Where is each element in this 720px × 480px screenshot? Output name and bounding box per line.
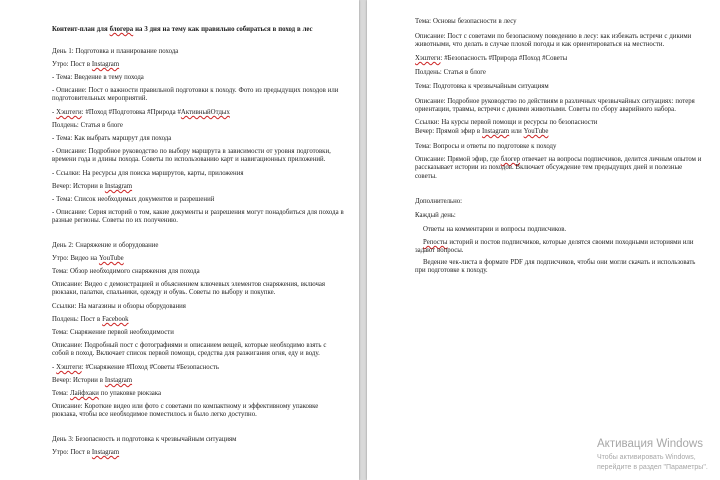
day1-evening: Вечер: Истории в Instagram bbox=[52, 183, 133, 190]
day3-afternoon: Полдень: Статья в блоге bbox=[415, 69, 486, 76]
day3-morning-description: Описание: Пост с советами по безопасному поведению в лесу: как избежать встречи с дикими животными, что делать в случае плохой погоды и как ориентироваться на местности. bbox=[415, 33, 692, 49]
day3-hashtags: Хэштеги: #Безопасность #Природа #Поход #Советы bbox=[415, 55, 568, 62]
day1-morning-description: - Описание: Пост о важности правильной подготовки к походу. Фото из предыдущих походов или подготовительных мероприятий. bbox=[52, 87, 339, 103]
watermark-title: Активация Windows bbox=[597, 438, 703, 450]
day1-heading: День 1: Подготовка и планирование похода bbox=[52, 48, 179, 55]
day2-evening-description: Описание: Короткие видео или фото с советами по компактному и эффективному упаковке рюкзака, чтобы все необходимое поместилось и было легко доступно. bbox=[52, 403, 319, 419]
document-title: Контент-план для блогера на 3 дня на тему как правильно собираться в поход в лес bbox=[52, 26, 313, 33]
document-page-left bbox=[0, 0, 359, 480]
day1-morning: Утро: Пост в Instagram bbox=[52, 61, 120, 68]
additional-item-1: Ответы на комментарии и вопросы подписчиков. bbox=[423, 226, 567, 233]
day1-hashtags: - Хэштеги: #Поход #Подготовка #Природа #АктивныйОтдых bbox=[52, 109, 230, 116]
additional-item-2: Репосты историй и постов подписчиков, которые делятся своими походными историями или задают вопросы. bbox=[415, 239, 694, 255]
day2-evening: Вечер: Истории в Instagram bbox=[52, 377, 133, 384]
day1-links: - Ссылки: На ресурсы для поиска маршрутов, карты, приложения bbox=[52, 170, 244, 177]
day3-morning-topic: Тема: Основы безопасности в лесу bbox=[415, 18, 517, 25]
day2-afternoon: Полдень: Пост в Facebook bbox=[52, 316, 129, 323]
day1-afternoon-topic: - Тема: Как выбрать маршрут для похода bbox=[52, 135, 172, 142]
day2-morning-description: Описание: Видео с демонстрацией и объяснением ключевых элементов снаряжения, включая рюкзаки, палатки, спальники, одежду и обувь. Советы по выбору и покупке. bbox=[52, 281, 326, 297]
additional-item-3: Ведение чек-листа в формате PDF для подписчиков, чтобы они могли скачать и использовать при подготовке к походу. bbox=[415, 259, 696, 275]
day3-evening-topic: Тема: Вопросы и ответы по подготовке к походу bbox=[415, 143, 557, 150]
day3-heading: День 3: Безопасность и подготовка к чрезвычайным ситуациям bbox=[52, 436, 237, 443]
day1-afternoon-description: - Описание: Подробное руководство по выбору маршрута в зависимости от уровня подготовки, времени года и длины похода. Советы по использованию карт и навигационных приложений. bbox=[52, 148, 331, 164]
day3-morning: Утро: Пост в Instagram bbox=[52, 449, 120, 456]
watermark-subtitle: Чтобы активировать Windows, перейдите в раздел "Параметры". bbox=[597, 454, 708, 471]
day1-evening-topic: - Тема: Список необходимых документов и разрешений bbox=[52, 196, 215, 203]
document-page-right bbox=[367, 0, 720, 480]
day3-evening-description: Описание: Прямой эфир, где блогер отвечает на вопросы подписчиков, делится личным опытом и рассказывает истории из походов. Включает обсуждение тем предыдущих дней и полезные советы. bbox=[415, 156, 702, 180]
day3-afternoon-description: Описание: Подробное руководство по действиям в различных чрезвычайных ситуациях: потеря ориентации, травмы, встречи с дикими животными. Советы по сбору аварийного набора. bbox=[415, 98, 695, 114]
day2-morning: Утро: Видео на YouTube bbox=[52, 255, 124, 262]
day3-links: Ссылки: На курсы первой помощи и ресурсы по безопасности bbox=[415, 119, 598, 126]
day2-hashtags: - Хэштеги: #Снаряжение #Поход #Советы #Безопасность bbox=[52, 364, 219, 371]
day2-afternoon-description: Описание: Подробный пост с фотографиями и описанием вещей, которые необходимо взять с собой в поход. Включает список первой помощи, средства для разжигания огня, еду и воду. bbox=[52, 342, 327, 358]
additional-heading: Дополнительно: bbox=[415, 198, 463, 205]
day1-evening-description: - Описание: Серия историй о том, какие документы и разрешения могут понадобиться для похода в разные регионы. Советы по их получению. bbox=[52, 209, 344, 225]
every-day-label: Каждый день: bbox=[415, 212, 456, 219]
windows-activation-watermark bbox=[597, 437, 720, 473]
day2-heading: День 2: Снаряжение и оборудование bbox=[52, 242, 159, 249]
day3-evening: Вечер: Прямой эфир в Instagram или YouTube bbox=[415, 128, 549, 135]
day1-morning-topic: - Тема: Введение в тему похода bbox=[52, 74, 144, 81]
day1-afternoon: Полдень: Статья в блоге bbox=[52, 122, 123, 129]
day2-afternoon-topic: Тема: Снаряжение первой необходимости bbox=[52, 329, 174, 336]
day2-morning-topic: Тема: Обзор необходимого снаряжения для похода bbox=[52, 268, 200, 275]
day2-links: Ссылки: На магазины и обзоры оборудования bbox=[52, 303, 186, 310]
day3-afternoon-topic: Тема: Подготовка к чрезвычайным ситуациям bbox=[415, 83, 549, 90]
day2-evening-topic: Тема: Лайфхаки по упаковке рюкзака bbox=[52, 390, 162, 397]
